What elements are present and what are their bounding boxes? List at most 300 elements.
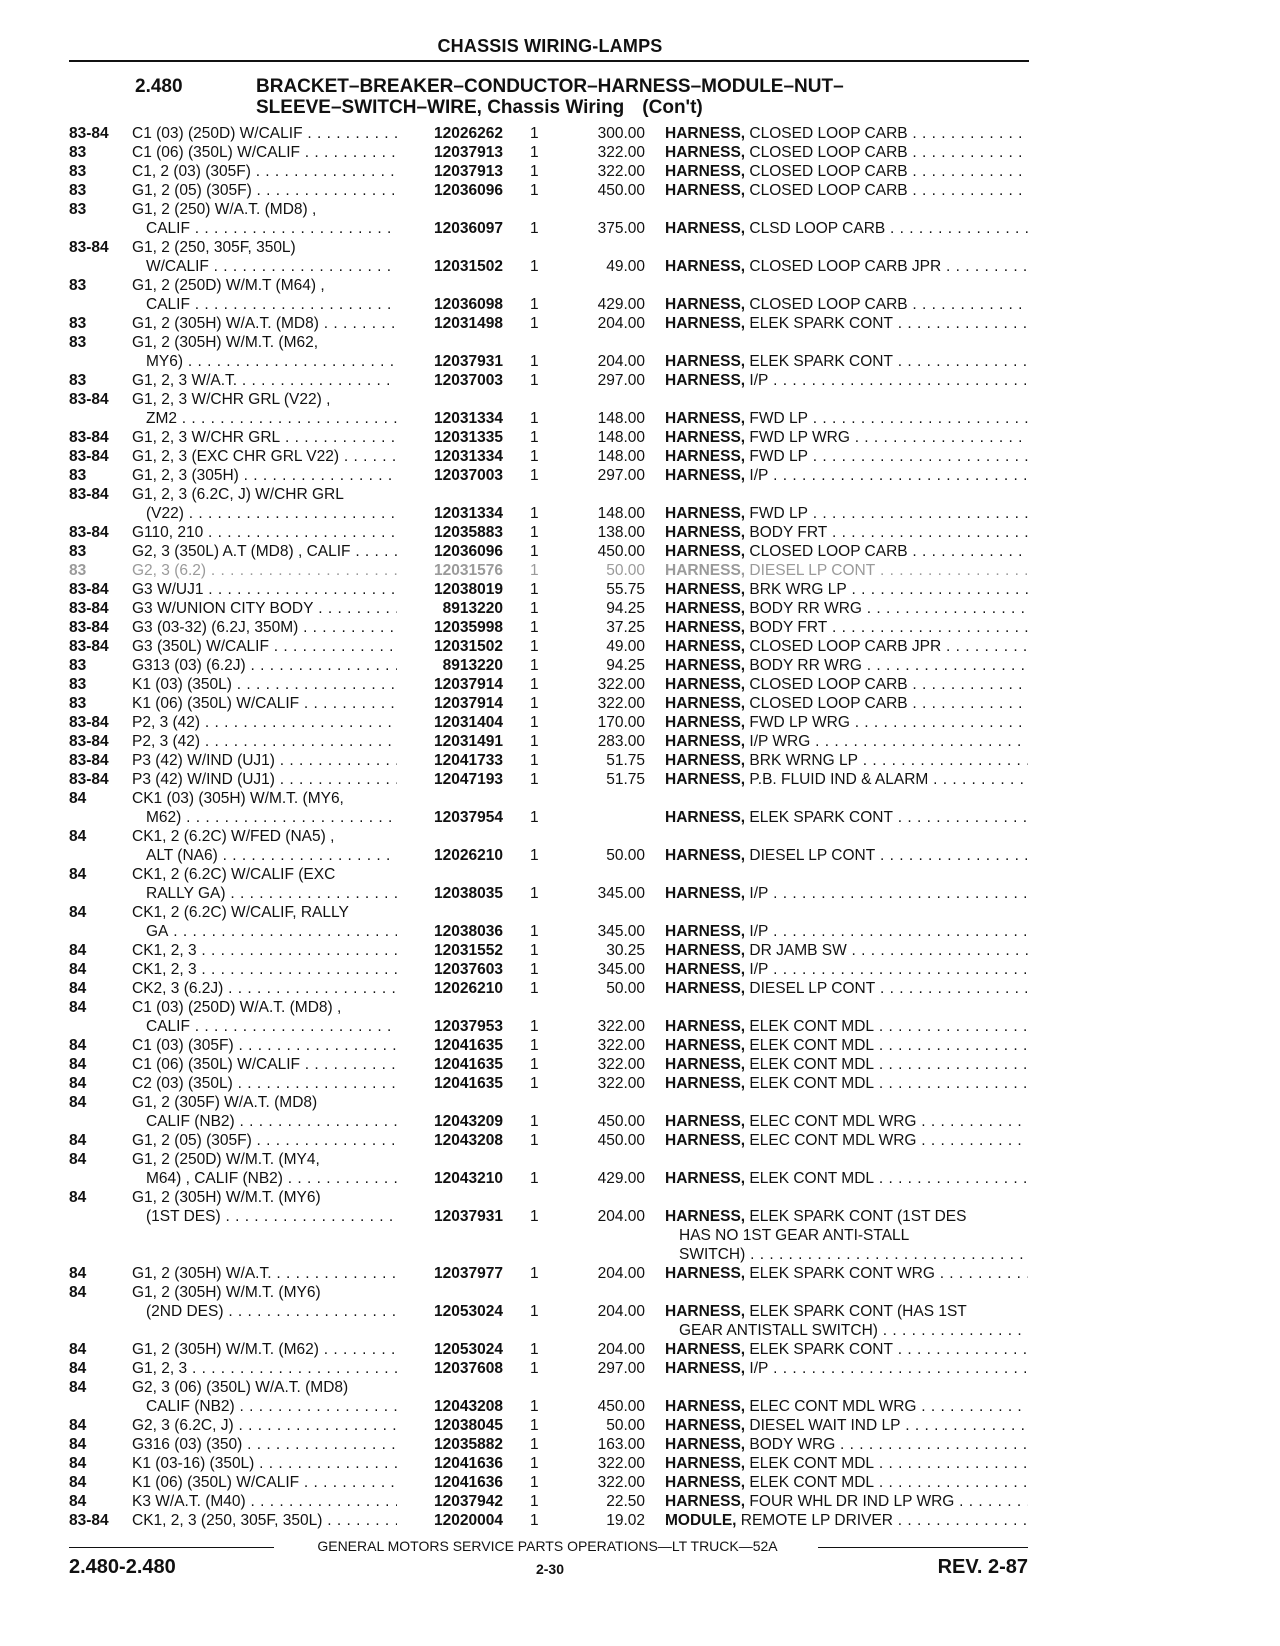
table-row <box>0 656 1280 675</box>
row-year: 84 <box>69 1037 87 1054</box>
table-row <box>0 941 1280 960</box>
row-quantity: 1 <box>530 942 539 959</box>
row-part-type: HARNESS, <box>665 505 746 522</box>
row-year: 83 <box>69 676 87 693</box>
row-description: G2, 3 (06) (350L) W/A.T. (MD8) <box>132 1379 349 1396</box>
row-description: (V22) . . . <box>146 504 397 523</box>
row-price: 148.00 <box>597 429 645 446</box>
row-description: G3 W/UJ1 . . . <box>132 580 397 599</box>
row-part-number: 12036096 <box>434 543 503 560</box>
row-part-number: 12043210 <box>434 1170 503 1187</box>
row-year: 83-84 <box>69 771 109 788</box>
row-part-number: 12031498 <box>434 315 503 332</box>
row-part-type: HARNESS, <box>665 733 746 750</box>
row-part-detail: DIESEL LP CONT <box>745 847 876 864</box>
row-part-name <box>665 1492 1028 1511</box>
row-year: 83 <box>69 543 87 560</box>
row-part-number: 12031335 <box>434 429 503 446</box>
footer-rule-right <box>818 1547 1028 1548</box>
row-part-detail: BRK WRG LP <box>745 581 847 598</box>
row-part-number: 12026210 <box>434 847 503 864</box>
row-part-type: HARNESS, <box>665 258 746 275</box>
footer-section-range: 2.480-2.480 <box>69 1556 176 1578</box>
row-part-detail: ELEK SPARK CONT WRG <box>745 1265 935 1282</box>
row-price: 345.00 <box>597 885 645 902</box>
row-description: CALIF . . . <box>146 295 397 314</box>
row-description: P3 (42) W/IND (UJ1) . . . <box>132 770 397 789</box>
row-part-type: HARNESS, <box>665 771 746 788</box>
row-quantity: 1 <box>530 809 539 826</box>
row-description: G1, 2 (305H) W/M.T. (M62) . . . <box>132 1340 397 1359</box>
row-part-number: 12041635 <box>434 1037 503 1054</box>
row-price: 30.25 <box>606 942 645 959</box>
row-description: RALLY GA) . . . <box>146 884 397 903</box>
row-description: G2, 3 (350L) A.T (MD8) , CALIF . . . <box>132 542 397 561</box>
row-part-detail: ELEK CONT MDL <box>745 1170 875 1187</box>
row-year: 83-84 <box>69 581 109 598</box>
row-year: 83-84 <box>69 733 109 750</box>
row-year: 84 <box>69 999 87 1016</box>
row-part-type: HARNESS, <box>665 1303 746 1320</box>
row-part-number: 12037913 <box>434 144 503 161</box>
row-description: G3 (350L) W/CALIF . . . <box>132 637 397 656</box>
table-row <box>0 694 1280 713</box>
row-part-name <box>665 447 1028 466</box>
row-quantity: 1 <box>530 1170 539 1187</box>
row-price: 138.00 <box>597 524 645 541</box>
row-part-type: HARNESS, <box>665 752 746 769</box>
row-quantity: 1 <box>530 1132 539 1149</box>
row-year: 83 <box>69 695 87 712</box>
row-part-name <box>665 1416 1028 1435</box>
table-row <box>0 998 1280 1017</box>
row-description: CALIF . . . <box>146 219 397 238</box>
row-part-number: 12037977 <box>434 1265 503 1282</box>
row-part-number: 12037913 <box>434 163 503 180</box>
row-description: K1 (06) (350L) W/CALIF . . . <box>132 1473 397 1492</box>
row-part-name <box>665 751 1028 770</box>
row-quantity: 1 <box>530 315 539 332</box>
row-description: C1 (03) (250D) W/CALIF . . . <box>132 124 397 143</box>
row-description: CK1, 2, 3 . . . <box>132 941 397 960</box>
row-part-number: 12053024 <box>434 1341 503 1358</box>
row-part-number: 12037954 <box>434 809 503 826</box>
row-price: 345.00 <box>597 923 645 940</box>
row-part-type: HARNESS, <box>665 695 746 712</box>
table-row <box>0 637 1280 656</box>
row-part-number: 12038019 <box>434 581 503 598</box>
row-year: 83 <box>69 277 87 294</box>
row-price: 51.75 <box>606 752 645 769</box>
row-price: 148.00 <box>597 505 645 522</box>
row-year: 84 <box>69 1265 87 1282</box>
row-year: 84 <box>69 1094 87 1111</box>
row-part-name <box>665 542 1028 561</box>
row-part-name <box>679 1245 1028 1264</box>
row-part-detail: CLOSED LOOP CARB <box>745 182 908 199</box>
row-part-detail: DIESEL WAIT IND LP <box>745 1417 901 1434</box>
row-part-name <box>665 428 1028 447</box>
row-quantity: 1 <box>530 1056 539 1073</box>
table-row <box>0 1378 1280 1397</box>
row-part-number: 12041733 <box>434 752 503 769</box>
row-part-number: 12026210 <box>434 980 503 997</box>
row-part-type: HARNESS, <box>665 1455 746 1472</box>
row-year: 83-84 <box>69 600 109 617</box>
row-part-name <box>665 219 1028 238</box>
row-year: 83 <box>69 372 87 389</box>
section-number: 2.480 <box>135 76 183 97</box>
row-quantity: 1 <box>530 885 539 902</box>
row-part-type: HARNESS, <box>665 676 746 693</box>
row-quantity: 1 <box>530 258 539 275</box>
row-quantity: 1 <box>530 1341 539 1358</box>
row-part-name <box>665 1454 1028 1473</box>
row-part-name <box>665 675 1028 694</box>
row-part-type: HARNESS, <box>665 1417 746 1434</box>
row-price: 204.00 <box>597 1341 645 1358</box>
row-description: G1, 2 (250D) W/M.T. (MY4, <box>132 1151 320 1168</box>
row-description: C2 (03) (350L) . . . <box>132 1074 397 1093</box>
row-description: G3 W/UNION CITY BODY . . . <box>132 599 397 618</box>
row-part-number: 12035882 <box>434 1436 503 1453</box>
row-part-detail: BODY WRG <box>745 1436 836 1453</box>
table-row <box>0 751 1280 770</box>
row-part-name <box>665 124 1028 143</box>
table-row <box>0 409 1280 428</box>
row-part-type: HARNESS, <box>665 1132 746 1149</box>
row-part-number: 12036098 <box>434 296 503 313</box>
table-row <box>0 542 1280 561</box>
row-quantity: 1 <box>530 600 539 617</box>
row-quantity: 1 <box>530 429 539 446</box>
row-part-detail: ELEK SPARK CONT <box>745 353 893 370</box>
row-part-name <box>665 637 1028 656</box>
table-row <box>0 1036 1280 1055</box>
row-part-number: 12037003 <box>434 467 503 484</box>
row-quantity: 1 <box>530 467 539 484</box>
row-part-detail: GEAR ANTISTALL SWITCH) <box>679 1322 878 1339</box>
row-part-number: 12041635 <box>434 1056 503 1073</box>
table-row <box>0 124 1280 143</box>
row-part-number: 12041635 <box>434 1075 503 1092</box>
row-part-detail: CLOSED LOOP CARB <box>745 543 908 560</box>
row-description: G1, 2, 3 (EXC CHR GRL V22) . . . <box>132 447 397 466</box>
table-row <box>0 447 1280 466</box>
row-price: 450.00 <box>597 1398 645 1415</box>
row-price: 170.00 <box>597 714 645 731</box>
table-row <box>0 1207 1280 1226</box>
row-part-detail: BRK WRNG LP <box>745 752 858 769</box>
table-row <box>0 504 1280 523</box>
row-description: G1, 2 (05) (305F) . . . <box>132 181 397 200</box>
table-row <box>0 1302 1280 1321</box>
row-part-detail: BODY RR WRG <box>745 657 862 674</box>
row-price: 300.00 <box>597 125 645 142</box>
row-quantity: 1 <box>530 163 539 180</box>
table-row <box>0 1492 1280 1511</box>
row-part-type: HARNESS, <box>665 543 746 560</box>
row-description: G316 (03) (350) . . . <box>132 1435 397 1454</box>
table-row <box>0 1074 1280 1093</box>
row-part-detail: BODY RR WRG <box>745 600 862 617</box>
table-row <box>0 599 1280 618</box>
row-part-number: 12047193 <box>434 771 503 788</box>
row-description: G1, 2 (250, 305F, 350L) <box>132 239 296 256</box>
row-part-detail: CLOSED LOOP CARB <box>745 695 908 712</box>
table-row <box>0 1112 1280 1131</box>
row-part-detail: ELEK SPARK CONT (HAS 1ST <box>745 1303 967 1320</box>
row-price: 283.00 <box>597 733 645 750</box>
row-quantity: 1 <box>530 144 539 161</box>
row-quantity: 1 <box>530 752 539 769</box>
row-part-detail: CLOSED LOOP CARB <box>745 676 908 693</box>
row-price: 49.00 <box>606 258 645 275</box>
row-part-name <box>665 1017 1028 1036</box>
row-year: 83 <box>69 315 87 332</box>
row-part-type: HARNESS, <box>665 448 746 465</box>
row-description: CK1, 2, 3 . . . <box>132 960 397 979</box>
row-part-number: 12031502 <box>434 638 503 655</box>
row-quantity: 1 <box>530 543 539 560</box>
row-part-type: HARNESS, <box>665 353 746 370</box>
table-row <box>0 580 1280 599</box>
row-part-detail: ELEK SPARK CONT <box>745 809 893 826</box>
row-quantity: 1 <box>530 1455 539 1472</box>
row-description: G1, 2, 3 . . . <box>132 1359 397 1378</box>
row-part-name <box>665 846 1028 865</box>
row-part-name <box>665 1074 1028 1093</box>
row-description: CK1, 2, 3 (250, 305F, 350L) . . . <box>132 1511 397 1530</box>
row-part-number: 12038036 <box>434 923 503 940</box>
row-part-name <box>665 1055 1028 1074</box>
row-part-name <box>665 466 1028 485</box>
row-description: G1, 2, 3 W/CHR GRL (V22) , <box>132 391 331 408</box>
row-year: 83 <box>69 163 87 180</box>
row-year: 84 <box>69 1189 87 1206</box>
row-description: C1 (06) (350L) W/CALIF . . . <box>132 143 397 162</box>
row-part-name <box>665 1036 1028 1055</box>
table-row <box>0 979 1280 998</box>
row-part-name <box>665 257 1028 276</box>
table-row <box>0 865 1280 884</box>
row-part-number: 12038045 <box>434 1417 503 1434</box>
table-row <box>0 1169 1280 1188</box>
row-part-type: HARNESS, <box>665 961 746 978</box>
row-part-type: HARNESS, <box>665 1265 746 1282</box>
row-description: G1, 2, 3 (6.2C, J) W/CHR GRL <box>132 486 344 503</box>
row-year: 83-84 <box>69 486 109 503</box>
row-description: P2, 3 (42) . . . <box>132 713 397 732</box>
row-part-name <box>665 561 1028 580</box>
row-year: 83-84 <box>69 429 109 446</box>
row-description: C1 (06) (350L) W/CALIF . . . <box>132 1055 397 1074</box>
row-part-name <box>665 371 1028 390</box>
row-part-detail: I/P WRG <box>745 733 811 750</box>
row-description: CK2, 3 (6.2J) . . . <box>132 979 397 998</box>
row-year: 84 <box>69 866 87 883</box>
table-row <box>0 314 1280 333</box>
row-part-type: HARNESS, <box>665 1436 746 1453</box>
row-quantity: 1 <box>530 410 539 427</box>
table-row <box>0 827 1280 846</box>
row-part-detail: ELEK CONT MDL <box>745 1018 875 1035</box>
row-quantity: 1 <box>530 505 539 522</box>
row-part-name <box>665 770 1028 789</box>
row-part-type: HARNESS, <box>665 410 746 427</box>
row-quantity: 1 <box>530 1398 539 1415</box>
row-quantity: 1 <box>530 1493 539 1510</box>
table-row <box>0 1226 1280 1245</box>
row-description: W/CALIF . . . <box>146 257 397 276</box>
row-quantity: 1 <box>530 1303 539 1320</box>
row-description: G3 (03-32) (6.2J, 350M) . . . <box>132 618 397 637</box>
table-row <box>0 1093 1280 1112</box>
table-row <box>0 1264 1280 1283</box>
row-quantity: 1 <box>530 1208 539 1225</box>
row-part-type: HARNESS, <box>665 1398 746 1415</box>
row-part-name <box>665 960 1028 979</box>
row-year: 84 <box>69 961 87 978</box>
table-row <box>0 1397 1280 1416</box>
row-part-name <box>665 1473 1028 1492</box>
row-quantity: 1 <box>530 296 539 313</box>
row-description: G110, 210 . . . <box>132 523 397 542</box>
row-price: 204.00 <box>597 1303 645 1320</box>
row-part-name <box>665 694 1028 713</box>
row-price: 49.00 <box>606 638 645 655</box>
row-part-number: 12043209 <box>434 1113 503 1130</box>
row-year: 84 <box>69 1284 87 1301</box>
row-year: 83 <box>69 467 87 484</box>
row-part-detail: ELEK CONT MDL <box>745 1474 875 1491</box>
row-part-name <box>665 162 1028 181</box>
table-row <box>0 903 1280 922</box>
table-row <box>0 1416 1280 1435</box>
row-description: G1, 2 (305H) W/M.T. (MY6) <box>132 1189 321 1206</box>
row-part-detail: ELEC CONT MDL WRG <box>745 1132 917 1149</box>
row-part-type: HARNESS, <box>665 467 746 484</box>
row-part-detail: FWD LP <box>745 505 808 522</box>
row-year: 83-84 <box>69 125 109 142</box>
row-year: 84 <box>69 1341 87 1358</box>
row-part-type: HARNESS, <box>665 600 746 617</box>
row-part-detail: CLOSED LOOP CARB <box>745 144 908 161</box>
row-year: 84 <box>69 942 87 959</box>
row-part-detail: P.B. FLUID IND & ALARM <box>745 771 929 788</box>
row-quantity: 1 <box>530 923 539 940</box>
row-part-number: 12036096 <box>434 182 503 199</box>
row-description: G1, 2 (05) (305F) . . . <box>132 1131 397 1150</box>
row-part-number: 12037953 <box>434 1018 503 1035</box>
row-part-name <box>665 599 1028 618</box>
row-part-number: 12053024 <box>434 1303 503 1320</box>
row-part-detail: ELEK CONT MDL <box>745 1455 875 1472</box>
row-year: 84 <box>69 1436 87 1453</box>
table-row <box>0 1359 1280 1378</box>
row-quantity: 1 <box>530 448 539 465</box>
row-part-detail: CLSD LOOP CARB <box>745 220 886 237</box>
table-row <box>0 1511 1280 1530</box>
row-quantity: 1 <box>530 619 539 636</box>
row-price: 345.00 <box>597 961 645 978</box>
row-part-name <box>665 1112 1028 1131</box>
table-row <box>0 884 1280 903</box>
row-description: P2, 3 (42) . . . <box>132 732 397 751</box>
table-row <box>0 732 1280 751</box>
row-part-detail: BODY FRT <box>745 619 828 636</box>
row-quantity: 1 <box>530 220 539 237</box>
table-row <box>0 523 1280 542</box>
row-price: 148.00 <box>597 448 645 465</box>
row-description: ZM2 . . . <box>146 409 397 428</box>
row-part-number: 12037603 <box>434 961 503 978</box>
row-part-number: 12031491 <box>434 733 503 750</box>
table-row <box>0 1473 1280 1492</box>
row-quantity: 1 <box>530 1075 539 1092</box>
row-part-type: HARNESS, <box>665 638 746 655</box>
row-part-number: 12031334 <box>434 448 503 465</box>
row-part-detail: ELEK SPARK CONT <box>745 315 893 332</box>
table-row <box>0 371 1280 390</box>
row-price: 37.25 <box>606 619 645 636</box>
row-part-number: 12037914 <box>434 676 503 693</box>
row-part-number: 12035998 <box>434 619 503 636</box>
row-part-number: 12031404 <box>434 714 503 731</box>
row-description: CALIF (NB2) . . . <box>146 1112 397 1131</box>
table-row <box>0 1283 1280 1302</box>
row-part-detail: ELEK CONT MDL <box>745 1056 875 1073</box>
row-price: 450.00 <box>597 1113 645 1130</box>
row-part-detail: BODY FRT <box>745 524 828 541</box>
table-row <box>0 1188 1280 1207</box>
row-description: M64) , CALIF (NB2) . . . <box>146 1169 397 1188</box>
row-price: 450.00 <box>597 182 645 199</box>
row-part-detail: FWD LP WRG <box>745 714 850 731</box>
row-year: 83-84 <box>69 638 109 655</box>
row-description: G313 (03) (6.2J) . . . <box>132 656 397 675</box>
row-part-number: 12026262 <box>434 125 503 142</box>
row-part-name <box>679 1226 1028 1245</box>
table-row <box>0 485 1280 504</box>
row-part-type: HARNESS, <box>665 144 746 161</box>
row-part-number: 12041636 <box>434 1474 503 1491</box>
row-price: 148.00 <box>597 410 645 427</box>
row-description: K1 (03) (350L) . . . <box>132 675 397 694</box>
row-price: 94.25 <box>606 600 645 617</box>
row-part-type: HARNESS, <box>665 125 746 142</box>
row-description: (2ND DES) . . . <box>146 1302 397 1321</box>
row-part-detail: REMOTE LP DRIVER <box>736 1512 893 1529</box>
table-row <box>0 1340 1280 1359</box>
row-part-name <box>665 618 1028 637</box>
row-year: 83 <box>69 201 87 218</box>
row-description: ALT (NA6) . . . <box>146 846 397 865</box>
row-price: 450.00 <box>597 1132 645 1149</box>
row-part-detail: ELEK CONT MDL <box>745 1037 875 1054</box>
row-part-number: 12037942 <box>434 1493 503 1510</box>
row-part-type: HARNESS, <box>665 429 746 446</box>
row-description: G1, 2 (250) W/A.T. (MD8) , <box>132 201 317 218</box>
row-part-type: HARNESS, <box>665 885 746 902</box>
row-description: K1 (03-16) (350L) . . . <box>132 1454 397 1473</box>
row-part-type: HARNESS, <box>665 524 746 541</box>
row-price: 375.00 <box>597 220 645 237</box>
row-part-type: HARNESS, <box>665 714 746 731</box>
row-description: G1, 2 (305H) W/A.T. (MD8) . . . <box>132 314 397 333</box>
row-part-name <box>665 1511 1028 1530</box>
row-year: 83 <box>69 562 87 579</box>
